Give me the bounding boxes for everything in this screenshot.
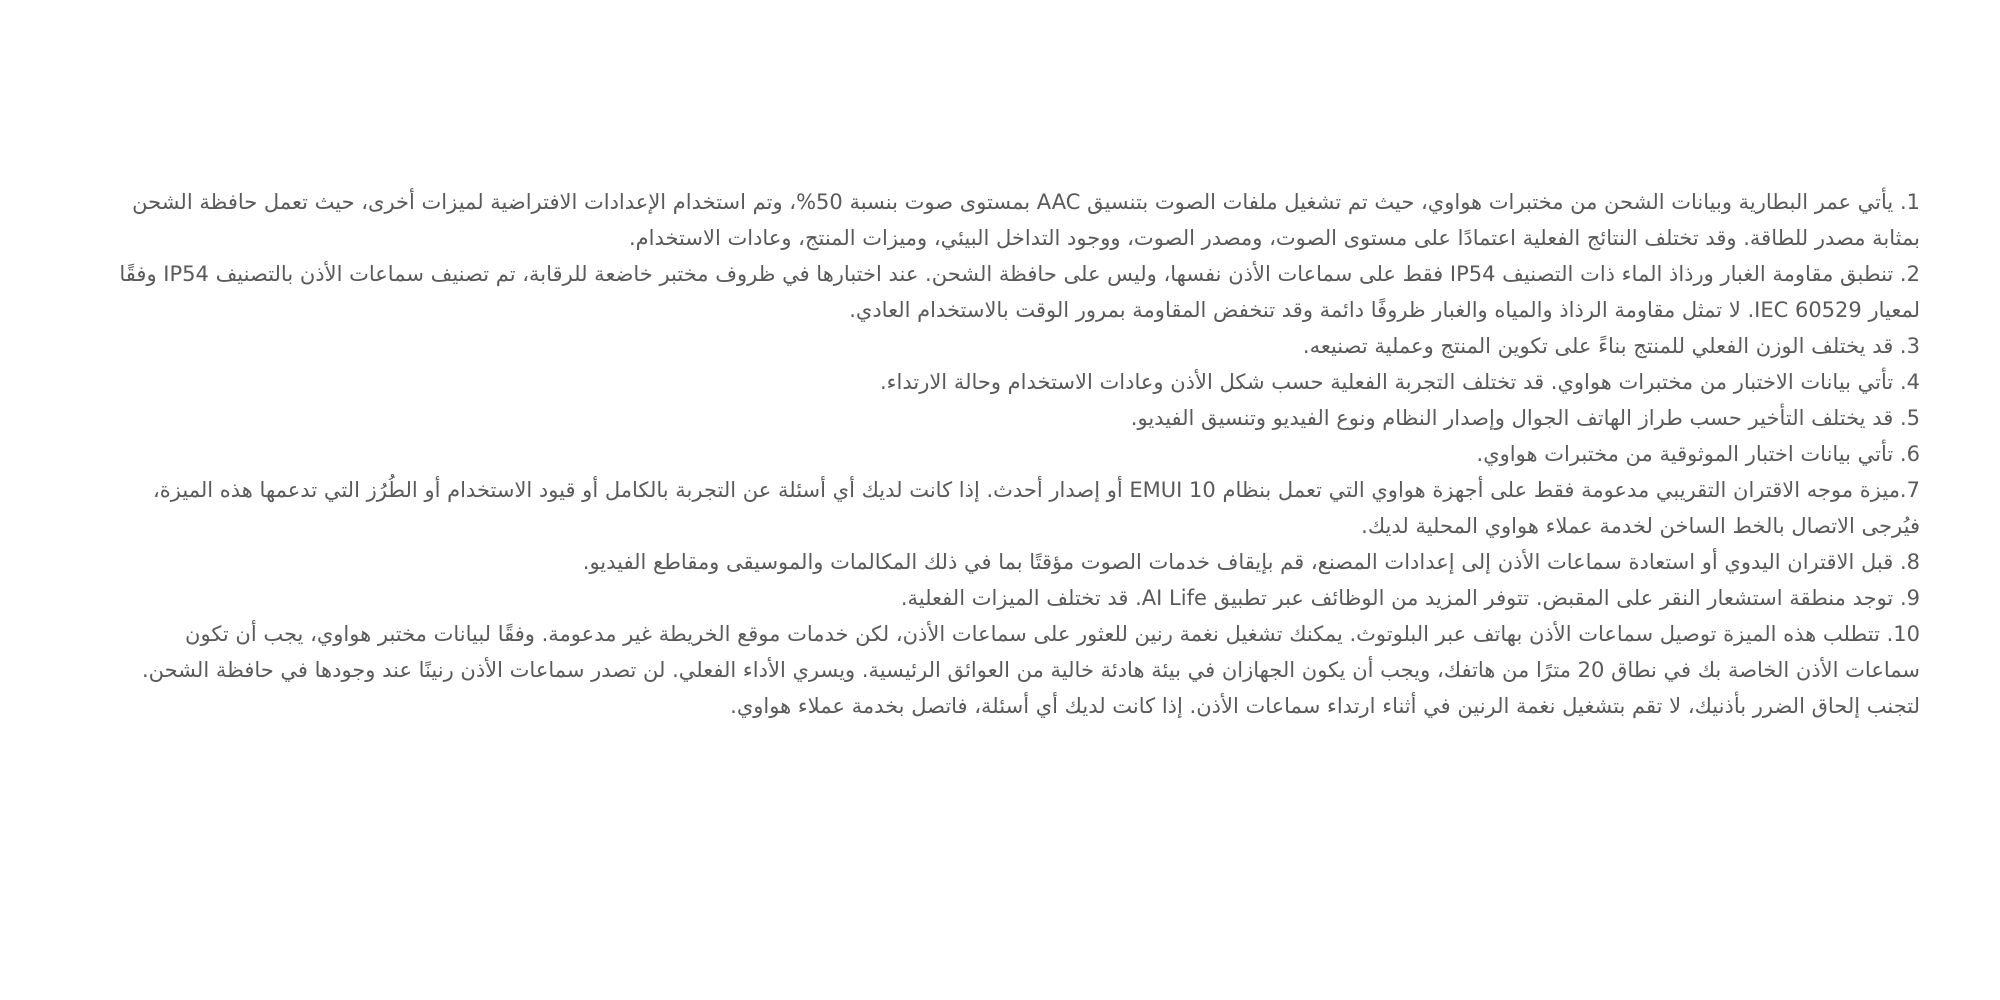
note-manual-pairing: 8. قبل الاقتران اليدوي أو استعادة سماعات الأذن إلى إعدادات المصنع، قم بإيقاف خدمات الصوت مؤقتًا بما في ذلك المكالمات والموسيقى ومقاطع الفيديو. (582, 550, 1920, 574)
note-find-earbuds: 10. تتطلب هذه الميزة توصيل سماعات الأذن بهاتف عبر البلوتوث. يمكنك تشغيل نغمة رنين للعثور على سماعات الأذن، لكن خدمات موقع الخريطة غير مدعومة. وفقًا لبيانات مختبر هواوي، يجب أن تكون سماعات الأذن الخاصة بك في نطاق 20 مترًا من هاتفك، ويجب أن يكون الجهازان في بيئة هادئة خالية من العوائق الرئيسية. ويسري الأداء الفعلي. لن تصدر سماعات الأذن رنينًا عند وجودها في حافظة الشحن. لتجنب إلحاق الضرر بأذنيك، لا تقم بتشغيل نغمة الرنين في أثناء ارتداء سماعات الأذن. إذا كانت لديك أي أسئلة، فاتصل بخدمة عملاء هواوي. (141, 622, 1920, 718)
note-pairing-prompt: 7.ميزة موجه الاقتران التقريبي مدعومة فقط على أجهزة هواوي التي تعمل بنظام EMUI 10 أو إصدار أحدث. إذا كانت لديك أي أسئلة عن التجربة بالكامل أو قيود الاستخدام أو الطُرُز التي تدعمها هذه الميزة، فيُرجى الاتصال بالخط الساخن لخدمة عملاء هواوي المحلية لديك. (153, 478, 1920, 538)
note-battery-life: 1. يأتي عمر البطارية وبيانات الشحن من مختبرات هواوي، حيث تم تشغيل ملفات الصوت بتنسيق AAC بمستوى صوت بنسبة 50%، وتم استخدام الإعدادات الافتراضية لميزات أخرى، حيث تعمل حافظة الشحن بمثابة مصدر للطاقة. وقد تختلف النتائج الفعلية اعتمادًا على مستوى الصوت، ومصدر الصوت، ووجود التداخل البيئي، وميزات المنتج، وعادات الاستخدام. (132, 190, 1920, 250)
note-product-weight: 3. قد يختلف الوزن الفعلي للمنتج بناءً على تكوين المنتج وعملية تصنيعه. (1302, 334, 1920, 358)
note-test-data: 4. تأتي بيانات الاختبار من مختبرات هواوي. قد تختلف التجربة الفعلية حسب شكل الأذن وعادات الاستخدام وحالة الارتداء. (879, 370, 1920, 394)
note-tap-control: 9. توجد منطقة استشعار النقر على المقبض. تتوفر المزيد من الوظائف عبر تطبيق AI Life. قد تختلف الميزات الفعلية. (900, 586, 1920, 610)
note-latency: 5. قد يختلف التأخير حسب طراز الهاتف الجوال وإصدار النظام ونوع الفيديو وتنسيق الفيديو. (1130, 406, 1920, 430)
disclaimer-notes (110, 184, 1920, 724)
note-reliability: 6. تأتي بيانات اختبار الموثوقية من مختبرات هواوي. (1476, 442, 1920, 466)
note-ip54-rating: 2. تنطبق مقاومة الغبار ورذاذ الماء ذات التصنيف IP54 فقط على سماعات الأذن نفسها، وليس على حافظة الشحن. عند اختبارها في ظروف مختبر خاضعة للرقابة، تم تصنيف سماعات الأذن بالتصنيف IP54 وفقًا لمعيار IEC 60529. لا تمثل مقاومة الرذاذ والمياه والغبار ظروفًا دائمة وقد تنخفض المقاومة بمرور الوقت بالاستخدام العادي. (119, 262, 1920, 322)
